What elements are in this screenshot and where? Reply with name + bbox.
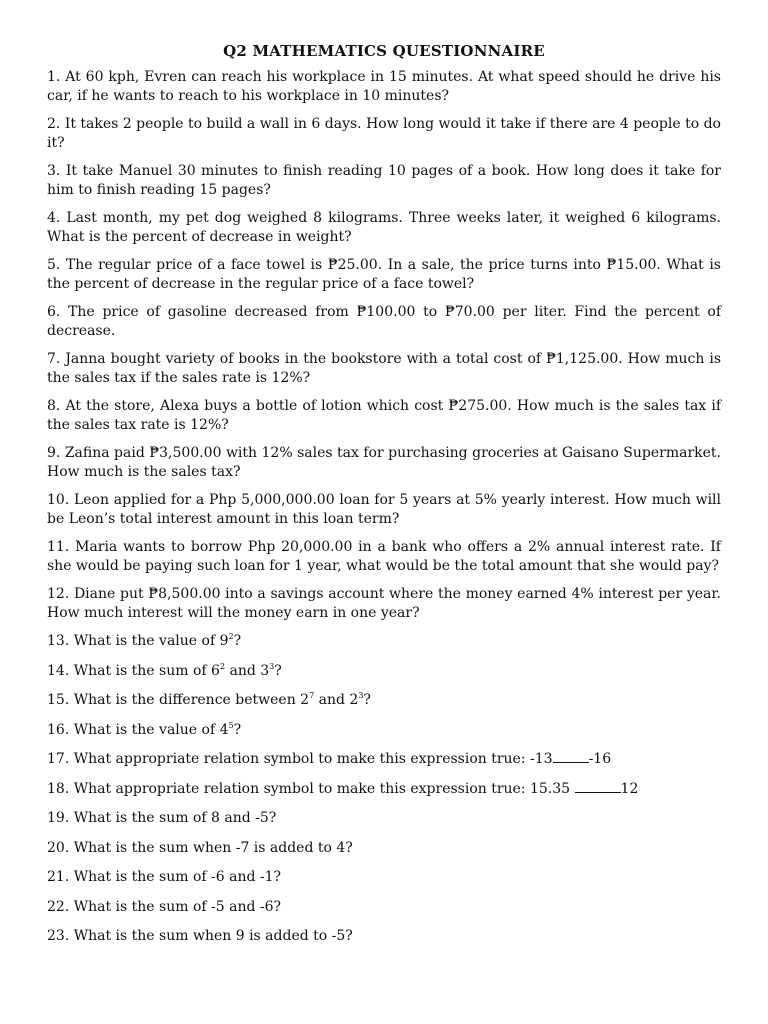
question-16 xyxy=(47,721,721,740)
question-5: 5. The regular price of a face towel is ₱25.00. In a sale, the price turns into ₱15.00. What is the percent of decrease in the regular price of a face towel? xyxy=(47,257,721,292)
question-12: 12. Diane put ₱8,500.00 into a savings account where the money earned 4% interest per year. How much interest will the money earn in one year? xyxy=(47,586,721,621)
exponent: 7 xyxy=(309,691,315,700)
question-2: 2. It takes 2 people to build a wall in 6 days. How long would it take if there are 4 people to do it? xyxy=(47,116,721,151)
exponent: 2 xyxy=(228,632,234,641)
question-15 xyxy=(47,691,721,710)
question-10: 10. Leon applied for a Php 5,000,000.00 loan for 5 years at 5% yearly interest. How much will be Leon’s total interest amount in this loan term? xyxy=(47,492,721,527)
answer-blank xyxy=(553,750,589,763)
question-text: 18. What appropriate relation symbol to make this expression true: 15.35 xyxy=(47,780,575,797)
question-21: 21. What is the sum of -6 and -1? xyxy=(47,869,282,885)
question-end: 12 xyxy=(620,780,639,797)
page-title: Q2 MATHEMATICS QUESTIONNAIRE xyxy=(223,42,545,60)
question-end: ? xyxy=(363,692,371,708)
question-14 xyxy=(47,662,721,681)
question-text: 14. What is the sum of 6 xyxy=(47,662,220,679)
question-text: 17. What appropriate relation symbol to make this expression true: -13 xyxy=(47,751,553,767)
question-13 xyxy=(47,632,721,651)
exponent: 3 xyxy=(269,661,275,671)
question-9: 9. Zafina paid ₱3,500.00 with 12% sales tax for purchasing groceries at Gaisano Supermarket. How much is the sales tax? xyxy=(47,445,721,480)
exponent: 3 xyxy=(358,691,364,700)
question-3: 3. It take Manuel 30 minutes to finish reading 10 pages of a book. How long does it take for him to finish reading 15 pages? xyxy=(47,163,721,198)
question-4: 4. Last month, my pet dog weighed 8 kilograms. Three weeks later, it weighed 6 kilograms. What is the percent of decrease in weight? xyxy=(47,210,721,245)
question-text: 15. What is the difference between 2 xyxy=(47,692,310,708)
exponent: 2 xyxy=(219,661,226,671)
question-text: 13. What is the value of 9 xyxy=(47,633,229,649)
question-18 xyxy=(47,780,721,799)
question-1: 1. At 60 kph, Evren can reach his workplace in 15 minutes. At what speed should he drive his car, if he wants to reach to his workplace in 10 minutes? xyxy=(47,69,721,104)
question-text-mid: and 2 xyxy=(314,692,359,708)
question-6: 6. The price of gasoline decreased from ₱100.00 to ₱70.00 per liter. Find the percent of decrease. xyxy=(47,304,721,339)
question-23: 23. What is the sum when 9 is added to -5? xyxy=(47,928,353,944)
question-11: 11. Maria wants to borrow Php 20,000.00 in a bank who offers a 2% annual interest rate. If she would be paying such loan for 1 year, what would be the total amount that she would pay? xyxy=(47,539,721,574)
question-end: -16 xyxy=(588,751,612,767)
question-20: 20. What is the sum when -7 is added to 4? xyxy=(47,839,353,856)
question-end: ? xyxy=(274,662,282,679)
question-text: 16. What is the value of 4 xyxy=(47,721,229,738)
question-19: 19. What is the sum of 8 and -5? xyxy=(47,810,277,826)
question-end: ? xyxy=(233,633,242,649)
exponent: 5 xyxy=(228,720,234,730)
question-8: 8. At the store, Alexa buys a bottle of lotion which cost ₱275.00. How much is the sales tax if the sales tax rate is 12%? xyxy=(47,398,721,433)
answer-blank xyxy=(575,780,621,793)
question-text-mid: and 3 xyxy=(225,662,270,679)
question-22: 22. What is the sum of -5 and -6? xyxy=(47,898,282,915)
question-17 xyxy=(47,750,721,769)
question-end: ? xyxy=(233,721,242,738)
question-7: 7. Janna bought variety of books in the bookstore with a total cost of ₱1,125.00. How much is the sales tax if the sales rate is 12%? xyxy=(47,351,721,386)
